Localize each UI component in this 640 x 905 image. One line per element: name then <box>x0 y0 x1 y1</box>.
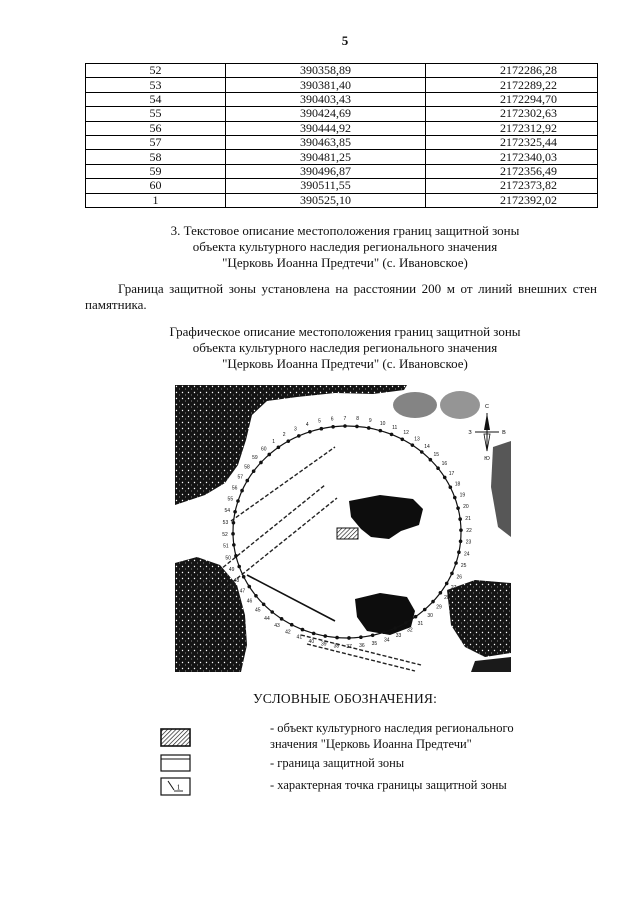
boundary-point <box>439 591 443 595</box>
coordinates-table <box>85 63 598 208</box>
point-number-cell: 53 <box>86 78 226 92</box>
x-coordinate-cell: 390358,89 <box>226 64 426 78</box>
boundary-point <box>232 521 236 525</box>
boundary-point <box>453 496 457 500</box>
boundary-point-label: 29 <box>436 604 442 611</box>
boundary-point <box>286 439 290 443</box>
legend-item-characteristic-point <box>270 777 507 793</box>
y-coordinate-cell: 2172312,92 <box>426 121 598 135</box>
section-3-title-line: "Церковь Иоанна Предтечи" (с. Ивановское) <box>222 255 468 270</box>
boundary-point <box>458 517 462 521</box>
boundary-point <box>431 600 435 604</box>
boundary-point-label: 19 <box>459 492 466 499</box>
boundary-point <box>414 615 418 619</box>
table-row <box>86 121 598 135</box>
point-number-cell: 60 <box>86 179 226 193</box>
x-coordinate-cell: 390496,87 <box>226 164 426 178</box>
legend-heritage-object-symbol <box>160 728 191 747</box>
legend-item-text: - граница защитной зоны <box>270 756 405 770</box>
point-number-cell: 58 <box>86 150 226 164</box>
boundary-point <box>331 425 335 429</box>
boundary-point-label: 41 <box>296 634 303 641</box>
boundary-point-label: 38 <box>333 643 340 650</box>
point-number-cell: 52 <box>86 64 226 78</box>
boundary-point <box>312 632 316 636</box>
boundary-point <box>277 446 281 450</box>
point-number-cell: 56 <box>86 121 226 135</box>
boundary-point <box>449 485 453 489</box>
y-coordinate-cell: 2172373,82 <box>426 179 598 193</box>
y-coordinate-cell: 2172340,03 <box>426 150 598 164</box>
boundary-point <box>443 476 447 480</box>
graphic-section-title <box>85 324 605 372</box>
hatched-rect <box>161 729 190 746</box>
y-coordinate-cell: 2172289,22 <box>426 78 598 92</box>
boundary-point-label: 12 <box>403 430 409 437</box>
boundary-point-label: 55 <box>227 496 234 503</box>
legend-item-text: значения "Церковь Иоанна Предтечи" <box>270 737 472 751</box>
table-row <box>86 179 598 193</box>
boundary-point <box>237 565 241 569</box>
compass-north-label: С <box>485 404 489 410</box>
boundary-point-label: 48 <box>233 577 240 584</box>
heritage-object-marker <box>337 528 358 539</box>
boundary-point-label: 34 <box>383 637 390 644</box>
boundary-point-label: 22 <box>466 527 472 534</box>
protection-zone-map <box>175 385 511 672</box>
boundary-point <box>454 561 458 565</box>
boundary-point-label: 39 <box>320 641 327 648</box>
boundary-point-label: 6 <box>330 416 334 423</box>
boundary-point <box>390 433 394 437</box>
boundary-point-label: 8 <box>356 416 360 423</box>
y-coordinate-cell: 2172392,02 <box>426 193 598 207</box>
boundary-point <box>308 430 312 434</box>
boundary-point <box>355 425 359 429</box>
graphic-section-title-line: "Церковь Иоанна Предтечи" (с. Ивановское) <box>222 356 468 371</box>
boundary-point-label: 18 <box>454 481 461 488</box>
boundary-point-label: 11 <box>392 424 398 431</box>
boundary-point <box>450 572 454 576</box>
y-coordinate-cell: 2172356,49 <box>426 164 598 178</box>
table-row <box>86 135 598 149</box>
x-coordinate-cell: 390444,92 <box>226 121 426 135</box>
coordinates-table-body <box>86 64 598 208</box>
boundary-point-label: 33 <box>395 633 402 640</box>
boundary-point <box>290 623 294 627</box>
boundary-point-label: 47 <box>239 588 246 595</box>
boundary-point <box>382 630 386 634</box>
point-symbol-label: 1 <box>176 783 181 792</box>
boundary-rect <box>161 755 190 771</box>
boundary-point-label: 17 <box>448 471 455 478</box>
boundary-point <box>245 479 249 483</box>
table-row <box>86 150 598 164</box>
boundary-point-label: 43 <box>274 623 280 630</box>
legend-item-text: - характерная точка границы защитной зоны <box>270 778 507 792</box>
boundary-point-label: 45 <box>254 607 261 614</box>
boundary-point-label: 10 <box>379 420 386 427</box>
compass-east-label: В <box>502 430 506 436</box>
boundary-point-label: 57 <box>237 474 244 481</box>
boundary-point-label: 50 <box>225 555 231 562</box>
table-row <box>86 193 598 207</box>
x-coordinate-cell: 390511,55 <box>226 179 426 193</box>
boundary-point-label: 59 <box>252 455 258 462</box>
boundary-point <box>259 461 263 465</box>
boundary-point <box>335 636 339 640</box>
y-coordinate-cell: 2172286,28 <box>426 64 598 78</box>
boundary-point-label: 28 <box>444 595 450 602</box>
map-gray-area <box>440 391 480 419</box>
x-coordinate-cell: 390525,10 <box>226 193 426 207</box>
graphic-section-title-line: Графическое описание местоположения границ защитной зоны <box>169 324 521 339</box>
boundary-point-label: 1 <box>272 438 275 445</box>
table-row <box>86 164 598 178</box>
boundary-point <box>347 636 351 640</box>
boundary-point <box>404 621 408 625</box>
boundary-point-label: 30 <box>427 613 433 620</box>
boundary-point <box>231 532 235 536</box>
section-3-paragraph <box>85 281 597 313</box>
point-number-cell: 54 <box>86 92 226 106</box>
boundary-point-label: 4 <box>305 422 309 429</box>
x-coordinate-cell: 390381,40 <box>226 78 426 92</box>
boundary-point <box>323 634 327 638</box>
x-coordinate-cell: 390463,85 <box>226 135 426 149</box>
page-number: 5 <box>341 33 349 48</box>
table-row <box>86 92 598 106</box>
paragraph-line: Граница защитной зоны установлена на расстоянии 200 м от линий внешних стен <box>118 281 597 296</box>
boundary-point <box>371 633 375 637</box>
point-number-cell: 55 <box>86 107 226 121</box>
boundary-point-label: 51 <box>223 543 229 550</box>
legend-characteristic-point-symbol <box>160 777 191 796</box>
point-number-cell: 59 <box>86 164 226 178</box>
boundary-point-label: 3 <box>294 426 297 433</box>
boundary-point <box>411 443 415 447</box>
boundary-point <box>379 429 383 433</box>
boundary-point <box>459 528 463 532</box>
boundary-point-label: 52 <box>222 531 228 538</box>
boundary-point <box>429 458 433 462</box>
table-row <box>86 78 598 92</box>
boundary-point-label: 46 <box>246 598 253 605</box>
compass-west-label: З <box>468 430 472 436</box>
boundary-point <box>320 427 324 431</box>
boundary-point <box>436 466 440 470</box>
boundary-point-label: 15 <box>433 452 440 459</box>
y-coordinate-cell: 2172325,44 <box>426 135 598 149</box>
point-number-cell: 1 <box>86 193 226 207</box>
boundary-point <box>456 506 460 510</box>
boundary-point-label: 7 <box>343 415 347 422</box>
legend-title: УСЛОВНЫЕ ОБОЗНАЧЕНИЯ: <box>252 691 438 706</box>
boundary-point <box>343 424 347 428</box>
boundary-point <box>445 582 449 586</box>
boundary-point <box>236 499 240 503</box>
boundary-point-label: 36 <box>359 642 365 649</box>
point-number-cell: 57 <box>86 135 226 149</box>
boundary-point-label: 31 <box>417 620 424 627</box>
boundary-point <box>393 626 397 630</box>
boundary-point <box>242 575 246 579</box>
x-coordinate-cell: 390424,69 <box>226 107 426 121</box>
boundary-point <box>254 594 258 598</box>
boundary-point <box>423 608 427 612</box>
boundary-point-label: 32 <box>407 627 413 634</box>
y-coordinate-cell: 2172302,63 <box>426 107 598 121</box>
x-coordinate-cell: 390481,25 <box>226 150 426 164</box>
boundary-point <box>367 426 371 430</box>
boundary-point-label: 23 <box>465 539 472 546</box>
x-coordinate-cell: 390403,43 <box>226 92 426 106</box>
boundary-point-label: 5 <box>318 418 321 425</box>
boundary-point <box>359 635 363 639</box>
boundary-point <box>270 610 274 614</box>
legend-item-zone-boundary <box>270 755 404 771</box>
boundary-point <box>297 434 301 438</box>
point-symbol-rect <box>161 778 190 795</box>
boundary-point-label: 9 <box>368 417 372 424</box>
boundary-point-label: 16 <box>441 461 448 468</box>
boundary-point-label: 56 <box>231 485 238 492</box>
boundary-point <box>280 617 284 621</box>
boundary-point <box>301 628 305 632</box>
boundary-point <box>459 539 463 543</box>
section-3-title <box>85 223 605 271</box>
boundary-point <box>252 469 256 473</box>
boundary-point-label: 37 <box>346 643 352 650</box>
boundary-point <box>400 437 404 441</box>
legend-item-heritage-object <box>270 720 514 752</box>
boundary-point-label: 58 <box>244 464 250 471</box>
boundary-point-label: 20 <box>463 504 469 511</box>
boundary-point-label: 44 <box>264 615 270 622</box>
boundary-point-label: 54 <box>224 508 231 515</box>
boundary-point-label: 21 <box>465 515 471 522</box>
legend-item-text: - объект культурного наследия регионального <box>270 721 514 735</box>
compass-south-label: Ю <box>484 456 490 462</box>
boundary-point <box>262 602 266 606</box>
boundary-point <box>232 543 236 547</box>
boundary-point-label: 49 <box>228 566 235 573</box>
boundary-point-label: 40 <box>308 638 315 645</box>
boundary-point <box>267 453 271 457</box>
section-3-title-line: объекта культурного наследия регионального значения <box>192 239 498 254</box>
boundary-point-label: 24 <box>463 551 470 558</box>
y-coordinate-cell: 2172294,70 <box>426 92 598 106</box>
boundary-point <box>420 450 424 454</box>
paragraph-line: памятника. <box>85 297 147 312</box>
boundary-point-label: 26 <box>456 574 463 581</box>
boundary-point-label: 27 <box>450 585 457 592</box>
boundary-point-label: 35 <box>371 640 378 647</box>
table-row <box>86 107 598 121</box>
boundary-point-label: 53 <box>222 519 229 526</box>
boundary-point <box>240 489 244 493</box>
boundary-point-label: 25 <box>460 563 467 570</box>
map-gray-area <box>393 392 437 418</box>
graphic-section-title-line: объекта культурного наследия регионального значения <box>192 340 498 355</box>
boundary-point <box>457 550 461 554</box>
boundary-point-label: 60 <box>261 446 267 453</box>
table-row <box>86 64 598 78</box>
boundary-point-label: 13 <box>414 436 420 443</box>
boundary-point-label: 14 <box>424 443 430 450</box>
boundary-point <box>247 585 251 589</box>
legend-zone-boundary-symbol <box>160 754 191 772</box>
section-3-title-line: 3. Текстовое описание местоположения границ защитной зоны <box>170 223 520 238</box>
boundary-point-label: 42 <box>285 629 291 636</box>
boundary-point <box>234 554 238 558</box>
boundary-point <box>233 510 237 514</box>
boundary-point-label: 2 <box>282 432 286 439</box>
